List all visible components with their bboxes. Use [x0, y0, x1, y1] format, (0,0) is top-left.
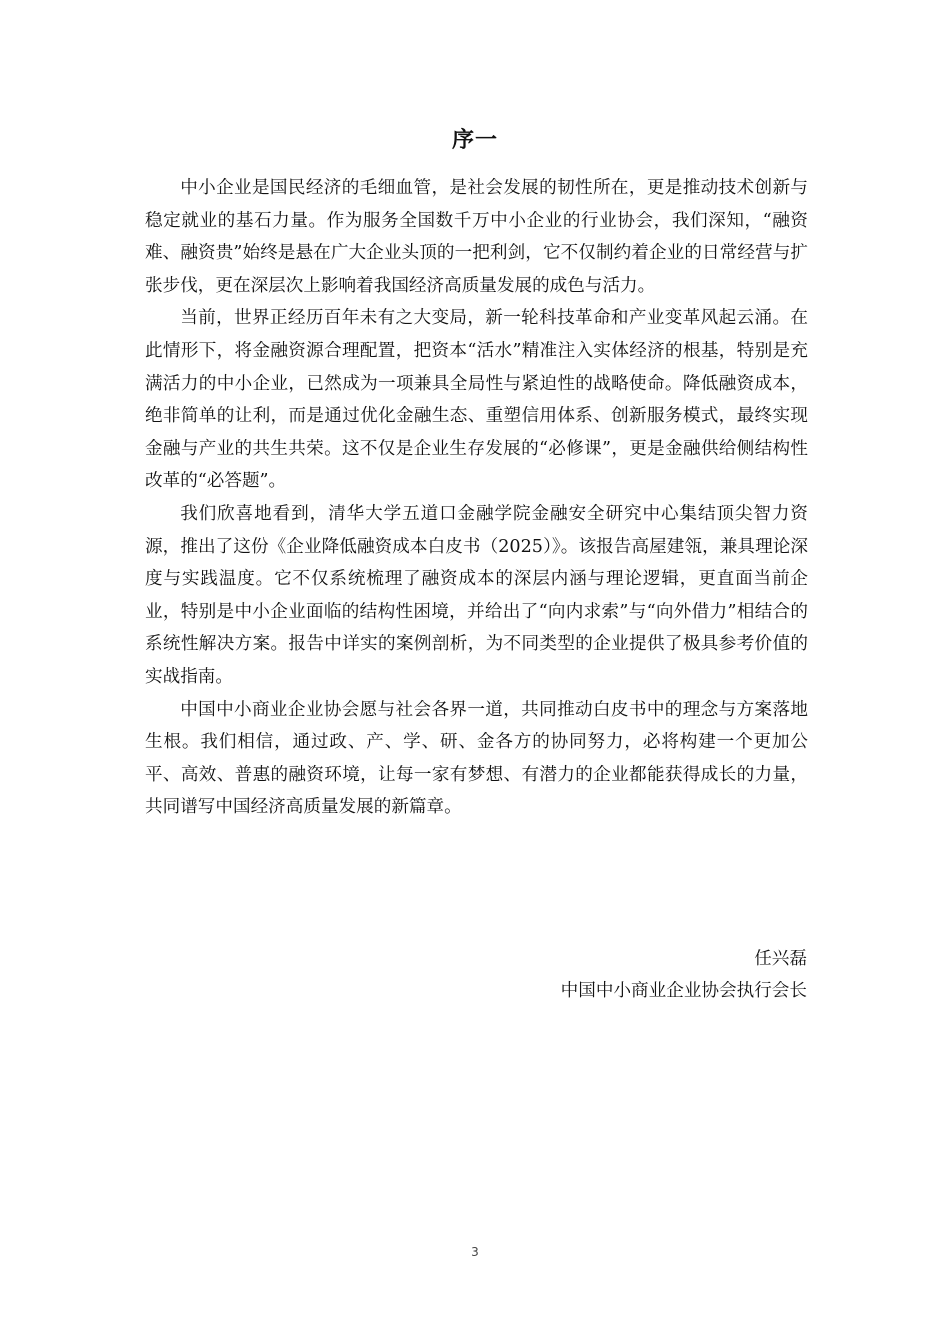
page-title: 序一 [451, 128, 498, 153]
paragraph-1: 中小企业是国民经济的毛细血管，是社会发展的韧性所在，更是推动技术创新与稳定就业的基石力量。作为服务全国数千万中小企业的行业协会，我们深知，“融资难、融资贵”始终是悬在广大企业头顶的一把利剑，它不仅制约着企业的日常经营与扩张步伐，更在深层次上影响着我国经济高质量发展的成色与活力。 [145, 178, 808, 296]
page-number: 3 [471, 1245, 479, 1259]
paragraph-2: 当前，世界正经历百年未有之大变局，新一轮科技革命和产业变革风起云涌。在此情形下，将金融资源合理配置，把资本“活水”精准注入实体经济的根基，特别是充满活力的中小企业，已然成为一项兼具全局性与紧迫性的战略使命。降低融资成本，绝非简单的让利，而是通过优化金融生态、重塑信用体系、创新服务模式，最终实现金融与产业的共生共荣。这不仅是企业生存发展的“必修课”，更是金融供给侧结构性改革的“必答题”。 [145, 308, 808, 492]
signature-position: 中国中小商业企业协会执行会长 [560, 981, 807, 1001]
signature-name: 任兴磊 [754, 949, 807, 969]
paragraph-4: 中国中小商业企业协会愿与社会各界一道，共同推动白皮书中的理念与方案落地生根。我们相信，通过政、产、学、研、金各方的协同努力，必将构建一个更加公平、高效、普惠的融资环境，让每一家有梦想、有潜力的企业都能获得成长的力量，共同谱写中国经济高质量发展的新篇章。 [145, 699, 808, 818]
document-body [145, 172, 808, 824]
signature-block [561, 943, 807, 1007]
paragraph-3: 我们欣喜地看到，清华大学五道口金融学院金融安全研究中心集结顶尖智力资源，推出了这份《企业降低融资成本白皮书（2025）》。该报告高屋建瓴，兼具理论深度与实践温度。它不仅系统梳理了融资成本的深层内涵与理论逻辑，更直面当前企业，特别是中小企业面临的结构性困境，并给出了“向内求索”与“向外借力”相结合的系统性解决方案。报告中详实的案例剖析，为不同类型的企业提供了极具参考价值的实战指南。 [145, 503, 808, 687]
